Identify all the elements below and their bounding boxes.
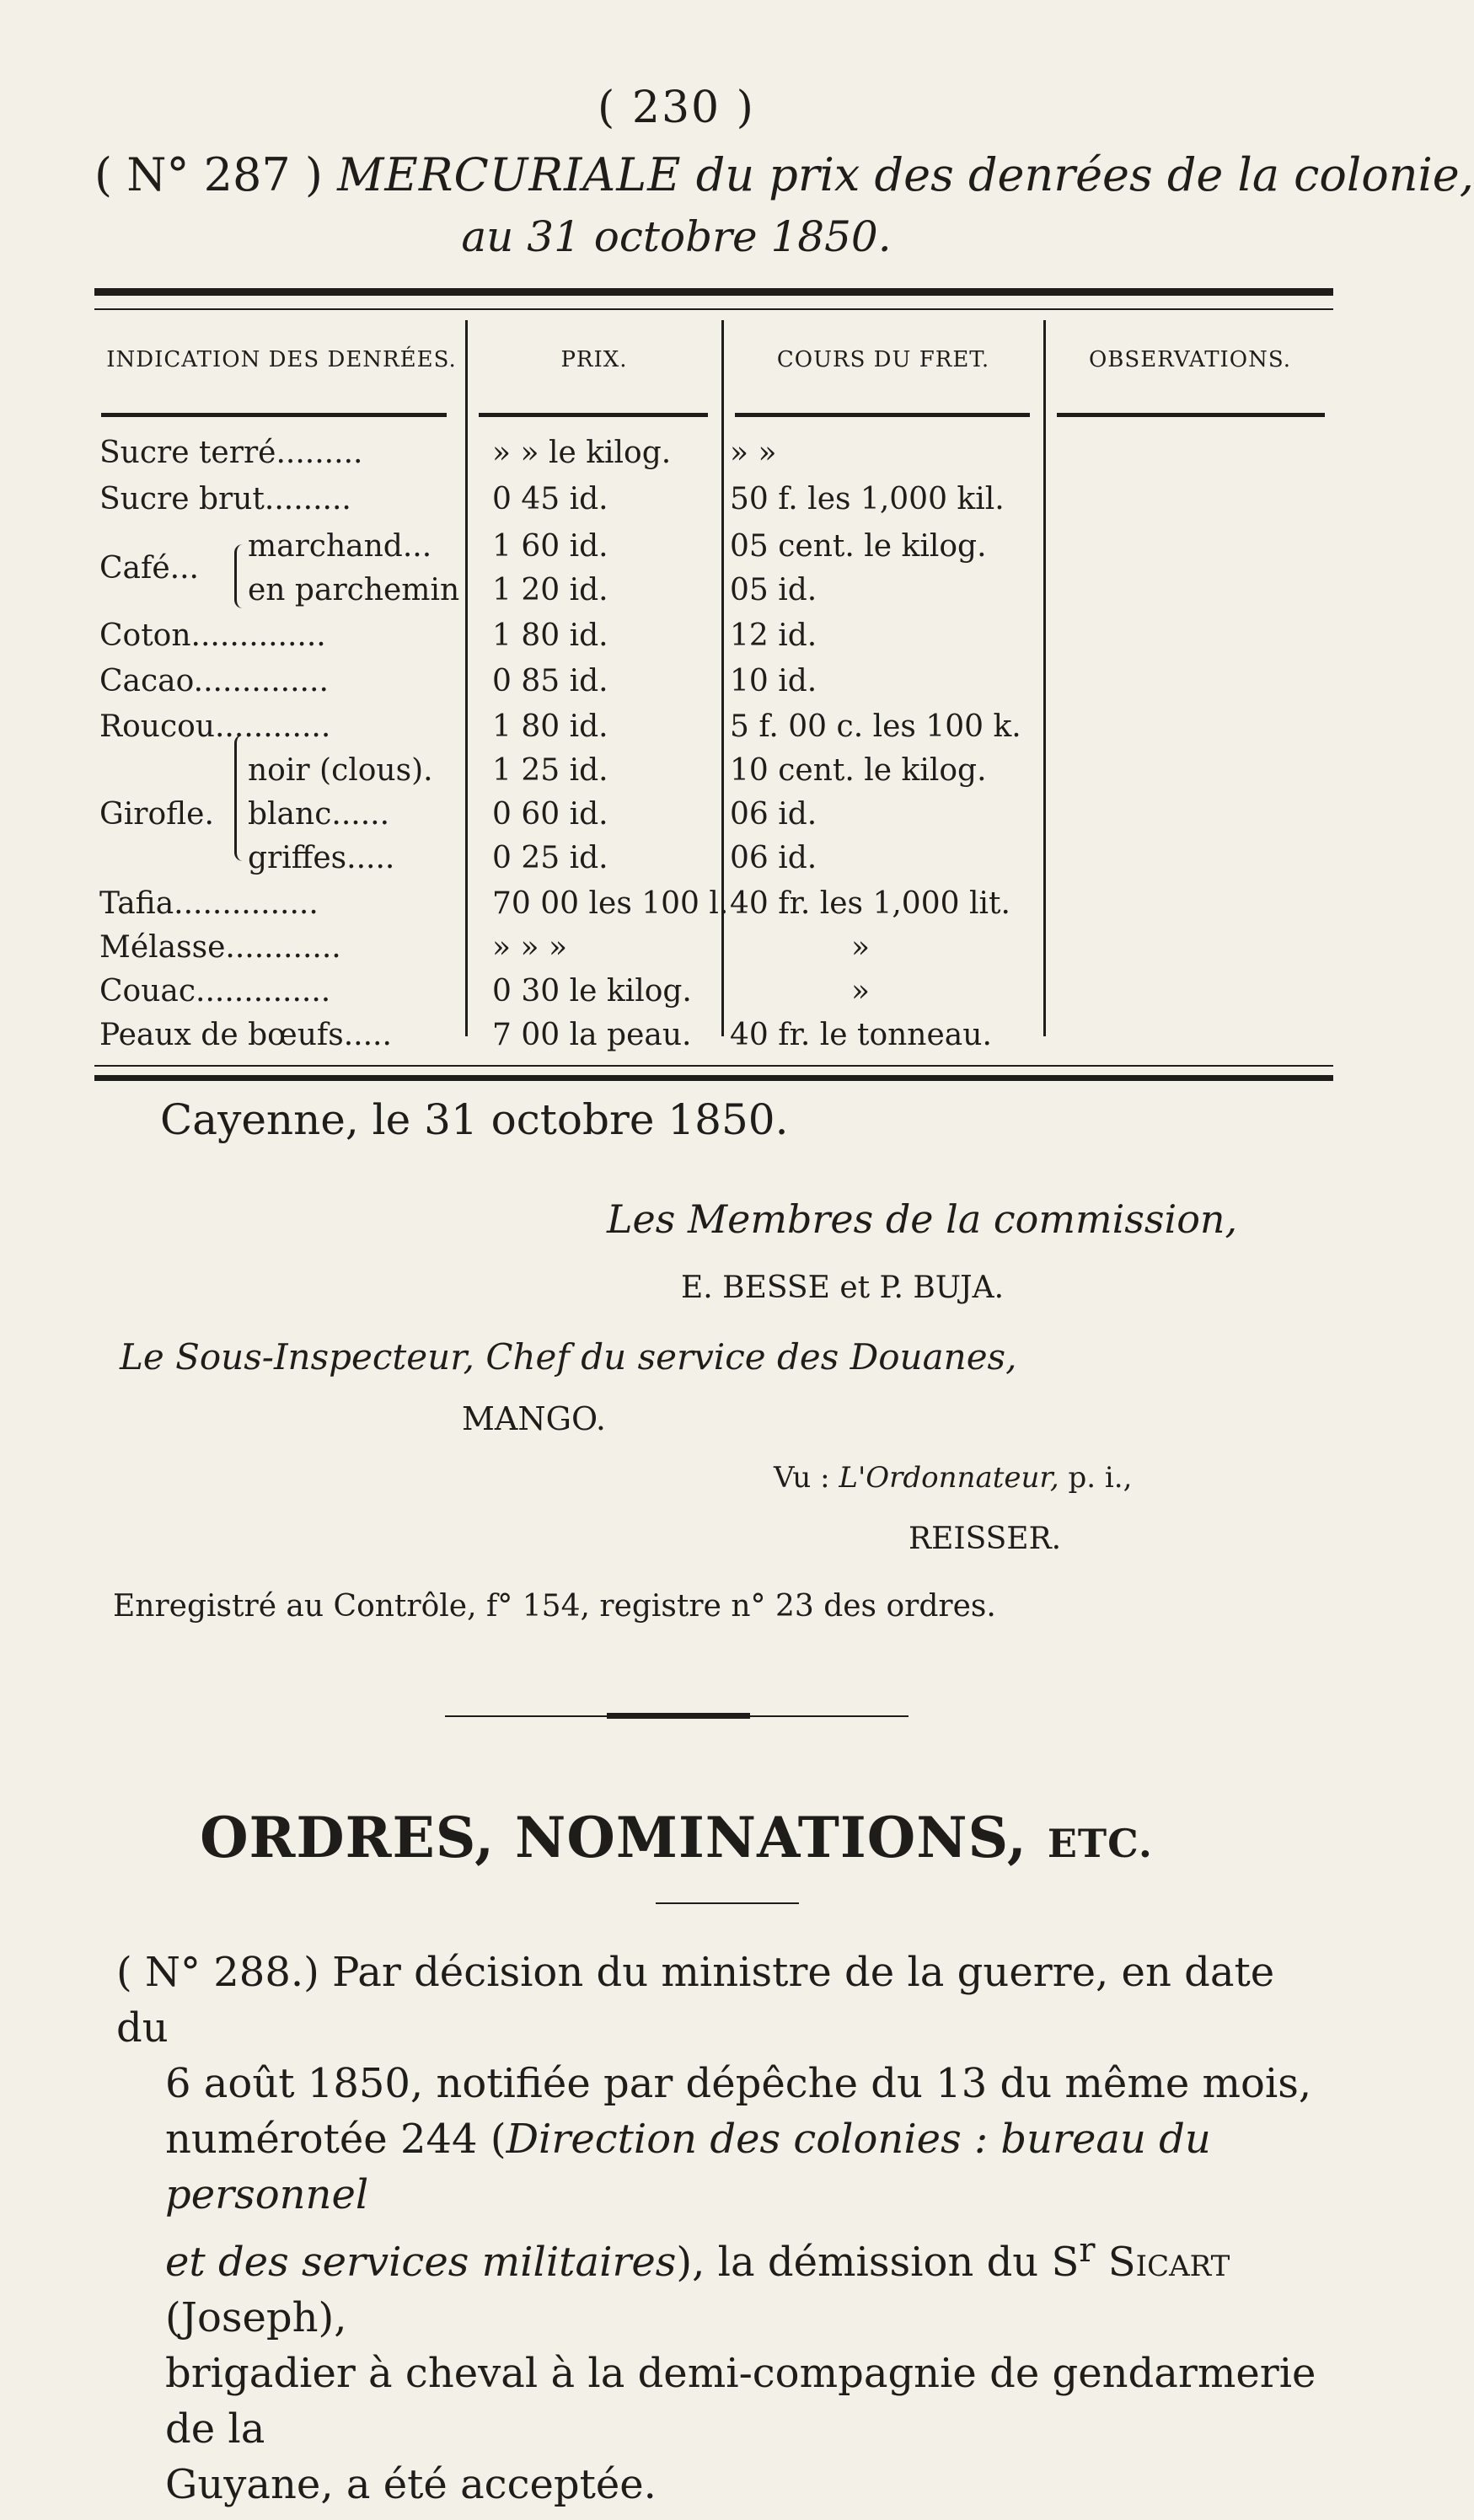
decision-line4-italic: et des services militaires: [165, 2239, 677, 2286]
header-prix: PRIX.: [560, 347, 628, 372]
vu-name: REISSER.: [909, 1522, 1062, 1556]
vu-prefix: Vu :: [774, 1461, 830, 1495]
heading: [94, 148, 1474, 201]
vu-suffix: p. i.,: [1068, 1461, 1133, 1495]
row-prix: 70 00 les 100 l.: [492, 886, 729, 921]
row-fret: 50 f. les 1,000 kil.: [730, 482, 1005, 516]
row-sub: en parchemin: [248, 573, 460, 607]
row-fret: 5 f. 00 c. les 100 k.: [730, 709, 1021, 744]
row-name: Sucre brut.........: [99, 482, 351, 516]
decision-line4: [116, 2223, 1338, 2346]
section-title-main: ORDRES, NOMINATIONS,: [200, 1805, 1027, 1870]
row-prix: » » le kilog.: [492, 436, 672, 470]
table-top-rule: [94, 288, 1333, 296]
row-name: Mélasse............: [99, 930, 341, 965]
decision-line3: [116, 2111, 1338, 2223]
brace-girofle: [234, 735, 247, 861]
decision-line1: Par décision du ministre de la guerre, en date du: [116, 1949, 1275, 2052]
decision-sup: r: [1079, 2231, 1096, 2270]
row-fret: 05 cent. le kilog.: [730, 529, 987, 564]
row-prix: 1 80 id.: [492, 709, 608, 744]
commission-names: E. BESSE et P. BUJA.: [681, 1271, 1005, 1305]
section-title-underline: [656, 1902, 799, 1904]
brace-cafe: [234, 544, 247, 608]
row-prix: 0 60 id.: [492, 797, 608, 832]
table-top-rule-thin: [94, 308, 1333, 310]
header-underline: [735, 413, 1030, 417]
commission-title: Les Membres de la commission,: [607, 1196, 1238, 1242]
page-number: ( 230 ): [598, 83, 755, 133]
heading-title: MERCURIALE: [337, 148, 682, 201]
heading-date: au 31 octobre 1850.: [461, 212, 892, 261]
decision-line6: Guyane, a été acceptée.: [165, 2461, 657, 2508]
decision-line4-text: ), la démission du S: [676, 2239, 1080, 2286]
column-separator: [721, 320, 724, 1036]
row-fret: 06 id.: [730, 841, 817, 875]
row-name: Couac..............: [99, 974, 331, 1009]
row-fret: 05 id.: [730, 573, 817, 607]
inspector-title: Le Sous-Inspecteur, Chef du service des Douanes,: [120, 1336, 1017, 1378]
registration-note: Enregistré au Contrôle, f° 154, registre n° 23 des ordres.: [113, 1589, 996, 1624]
section-title: [0, 1805, 1353, 1870]
column-separator: [1043, 320, 1046, 1036]
row-name: Cacao..............: [99, 664, 329, 698]
row-prix: 0 85 id.: [492, 664, 608, 698]
row-prix: 1 25 id.: [492, 753, 608, 788]
row-prix: 1 60 id.: [492, 529, 608, 564]
decision-line2: 6 août 1850, notifiée par dépêche du 13 du même mois,: [165, 2060, 1312, 2107]
row-name: Peaux de bœufs.....: [99, 1018, 392, 1052]
row-prix: » » »: [492, 930, 567, 965]
heading-number: ( N° 287 ): [94, 148, 323, 201]
heading-rest: du prix des denrées de la colonie,: [695, 148, 1474, 201]
place-date: Cayenne, le 31 octobre 1850.: [160, 1095, 789, 1144]
row-sub: noir (clous).: [248, 753, 433, 788]
column-separator: [465, 320, 468, 1036]
row-name: Sucre terré.........: [99, 436, 363, 470]
row-fret: 10 cent. le kilog.: [730, 753, 987, 788]
header-underline: [1057, 413, 1325, 417]
header-observations: OBSERVATIONS.: [1088, 347, 1292, 372]
row-prix: 7 00 la peau.: [492, 1018, 692, 1052]
row-prix: 0 30 le kilog.: [492, 974, 692, 1009]
header-underline: [101, 413, 447, 417]
row-prix: 1 20 id.: [492, 573, 608, 607]
row-fret: 10 id.: [730, 664, 817, 698]
header-indication: INDICATION DES DENRÉES.: [106, 347, 457, 372]
row-sub: griffes.....: [248, 841, 395, 875]
row-name: Café...: [99, 551, 199, 586]
row-fret: 06 id.: [730, 797, 817, 832]
row-prix: 0 25 id.: [492, 841, 608, 875]
row-fret: » »: [730, 436, 777, 470]
row-fret: »: [851, 974, 871, 1009]
row-fret: 12 id.: [730, 618, 817, 653]
decision-line3-italic: Direction des colonies : bureau du personnel: [165, 2116, 1211, 2218]
row-fret: 40 fr. les 1,000 lit.: [730, 886, 1010, 921]
row-name: Tafia...............: [99, 886, 319, 921]
row-fret: 40 fr. le tonneau.: [730, 1018, 992, 1052]
row-prix: 0 45 id.: [492, 482, 608, 516]
header-underline: [479, 413, 708, 417]
table-bottom-rule-thin: [94, 1065, 1333, 1067]
decision-paragraph: [116, 1945, 1338, 2512]
row-name: Roucou............: [99, 709, 331, 744]
decision-line5: brigadier à cheval à la demi-compagnie de gendarmerie de la: [165, 2350, 1316, 2453]
decision-line4-end: (Joseph),: [165, 2294, 347, 2341]
row-name: Coton..............: [99, 618, 326, 653]
table-bottom-rule: [94, 1075, 1333, 1081]
row-name: Girofle.: [99, 797, 214, 832]
decision-number: ( N° 288.): [116, 1949, 319, 1996]
header-fret: COURS DU FRET.: [776, 347, 990, 372]
inspector-name: MANGO.: [462, 1400, 606, 1437]
vu-role: L'Ordonnateur,: [839, 1461, 1059, 1495]
row-prix: 1 80 id.: [492, 618, 608, 653]
row-sub: marchand...: [248, 529, 432, 564]
decision-person-name: Sicart: [1107, 2239, 1230, 2286]
section-title-etc: ETC.: [1047, 1821, 1153, 1866]
decision-line3-text: numérotée 244 (: [165, 2116, 507, 2163]
section-separator-center: [607, 1713, 750, 1719]
row-sub: blanc......: [248, 797, 390, 832]
vu-line: [774, 1461, 1132, 1495]
row-fret: »: [851, 930, 871, 965]
